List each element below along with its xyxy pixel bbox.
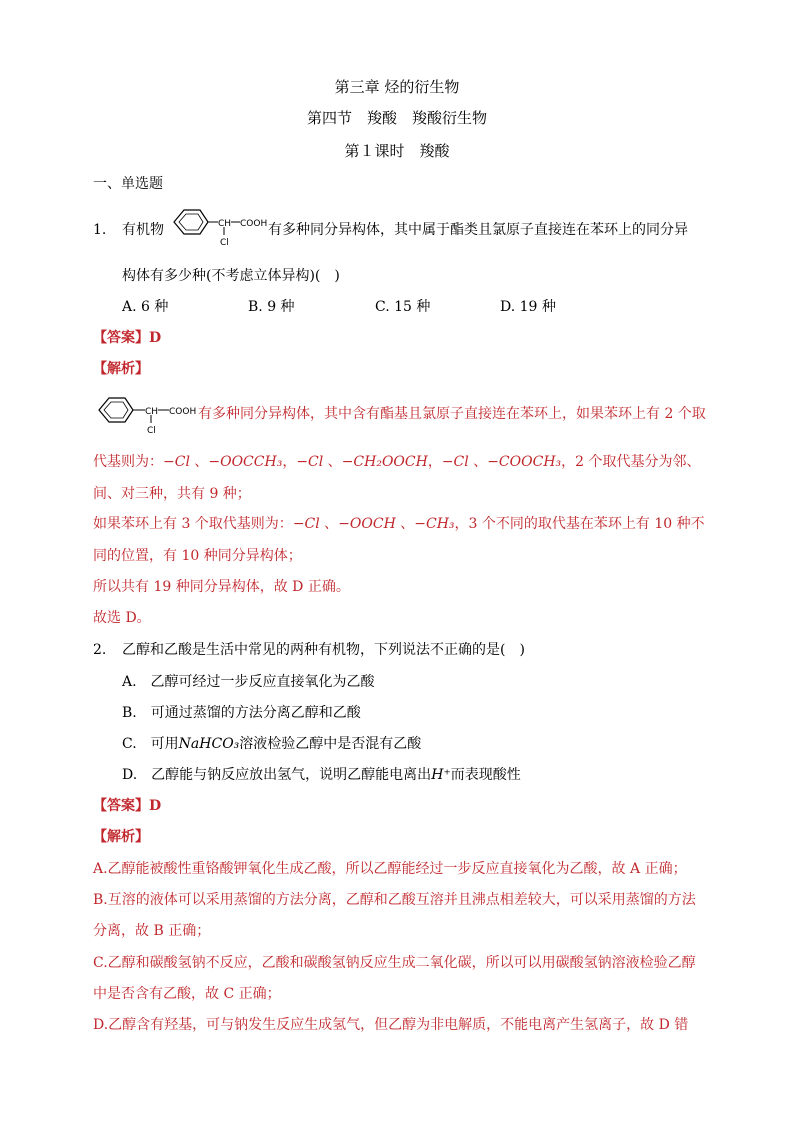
q1-conclusion: 故选 D。 [93, 610, 151, 626]
q1-mol-ch: CH [218, 219, 232, 229]
q2-analysis-line2: B.互溶的液体可以采用蒸馏的方法分离，乙醇和乙酸互溶并且沸点相差较大，可以采用蒸馏的方法 [93, 892, 696, 908]
q2-analysis-line5: 中是否含有乙酸，故 C 正确； [93, 986, 281, 1002]
q2-option-c: C. 可用NaHCO₃溶液检验乙醇中是否混有乙酸 [122, 736, 422, 752]
q1-stem-line2: 构体有多少种(不考虑立体异构)( ) [122, 268, 340, 284]
q2-answer [93, 797, 161, 815]
q1-mol-cooh: COOH [240, 219, 268, 229]
q1-analysis-line4: 如果苯环上有 3 个取代基则为：−Cl 、−OOCH 、−CH₃，3 个不同的取代基在苯环上有 10 种不 [93, 516, 705, 532]
q1-analysis-molecule [93, 392, 201, 440]
q2-answer-label: 【答案】 [93, 798, 149, 814]
section-title: 第四节 羧酸 羧酸衍生物 [306, 109, 487, 127]
q1-analysis-line2: 代基则为：−Cl 、−OOCCH₃，−Cl 、−CH₂OOCH，−Cl 、−COOCH₃，2 个取代基分为邻、 [93, 454, 701, 470]
q1-analysis-line3: 间、对三种，共有 9 种； [93, 486, 251, 502]
q1-analysis-mol-ch: CH [145, 407, 159, 417]
q2-number: 2. [93, 642, 107, 658]
q1-analysis-line6: 所以共有 19 种同分异构体，故 D 正确。 [93, 579, 350, 595]
q2-option-a: A. 乙醇可经过一步反应直接氧化为乙酸 [122, 674, 375, 690]
q2-analysis-line4: C.乙醇和碳酸氢钠不反应，乙酸和碳酸氢钠反应生成二氧化碳，所以可以用碳酸氢钠溶液检验乙醇 [93, 955, 696, 971]
q1-stem-suffix: 有多种同分异构体，其中属于酯类且氯原子直接连在苯环上的同分异 [268, 222, 688, 238]
q2-answer-value: D [149, 798, 162, 814]
lesson-title: 第１课时 羧酸 [344, 142, 450, 160]
q1-option-c: C. 15 种 [375, 299, 431, 315]
q1-analysis-line5: 同的位置，有 10 种同分异构体； [93, 548, 302, 564]
q1-answer-label: 【答案】 [93, 330, 149, 346]
q1-answer [93, 329, 161, 347]
chapter-title: 第三章 烃的衍生物 [334, 78, 460, 96]
q1-mol-cl: Cl [220, 238, 229, 248]
q1-analysis-mol-cooh: COOH [169, 407, 197, 417]
q1-option-a: A. 6 种 [122, 299, 169, 315]
q1-analysis-mol-cl: Cl [147, 426, 156, 436]
q1-answer-value: D [149, 330, 162, 346]
q1-option-d: D. 19 种 [500, 299, 556, 315]
q2-stem: 乙醇和乙酸是生活中常见的两种有机物，下列说法不正确的是( ) [122, 642, 525, 658]
section-heading: 一、单选题 [93, 176, 163, 192]
q1-analysis-line1: 有多种同分异构体，其中含有酯基且氯原子直接连在苯环上，如果苯环上有 2 个取 [198, 406, 706, 422]
q1-option-b: B. 9 种 [248, 299, 295, 315]
q1-analysis-label: 【解析】 [93, 361, 149, 377]
q1-number: 1. [93, 222, 107, 238]
q2-option-b: B. 可通过蒸馏的方法分离乙醇和乙酸 [122, 705, 361, 721]
q2-option-d: D. 乙醇能与钠反应放出氢气，说明乙醇能电离出H⁺而表现酸性 [122, 767, 521, 783]
q2-analysis-label: 【解析】 [93, 829, 149, 845]
q2-analysis-line3: 分离，故 B 正确； [93, 923, 211, 939]
q2-analysis-line1: A.乙醇能被酸性重铬酸钾氧化生成乙酸，所以乙醇能经过一步反应直接氧化为乙酸，故 A 正确； [93, 861, 687, 877]
q2-analysis-line6: D.乙醇含有羟基，可与钠发生反应生成氢气，但乙醇为非电解质，不能电离产生氢离子，故 D 错 [93, 1017, 689, 1033]
q1-prefix: 有机物 [122, 222, 164, 238]
q1-molecule-structure [166, 204, 270, 252]
